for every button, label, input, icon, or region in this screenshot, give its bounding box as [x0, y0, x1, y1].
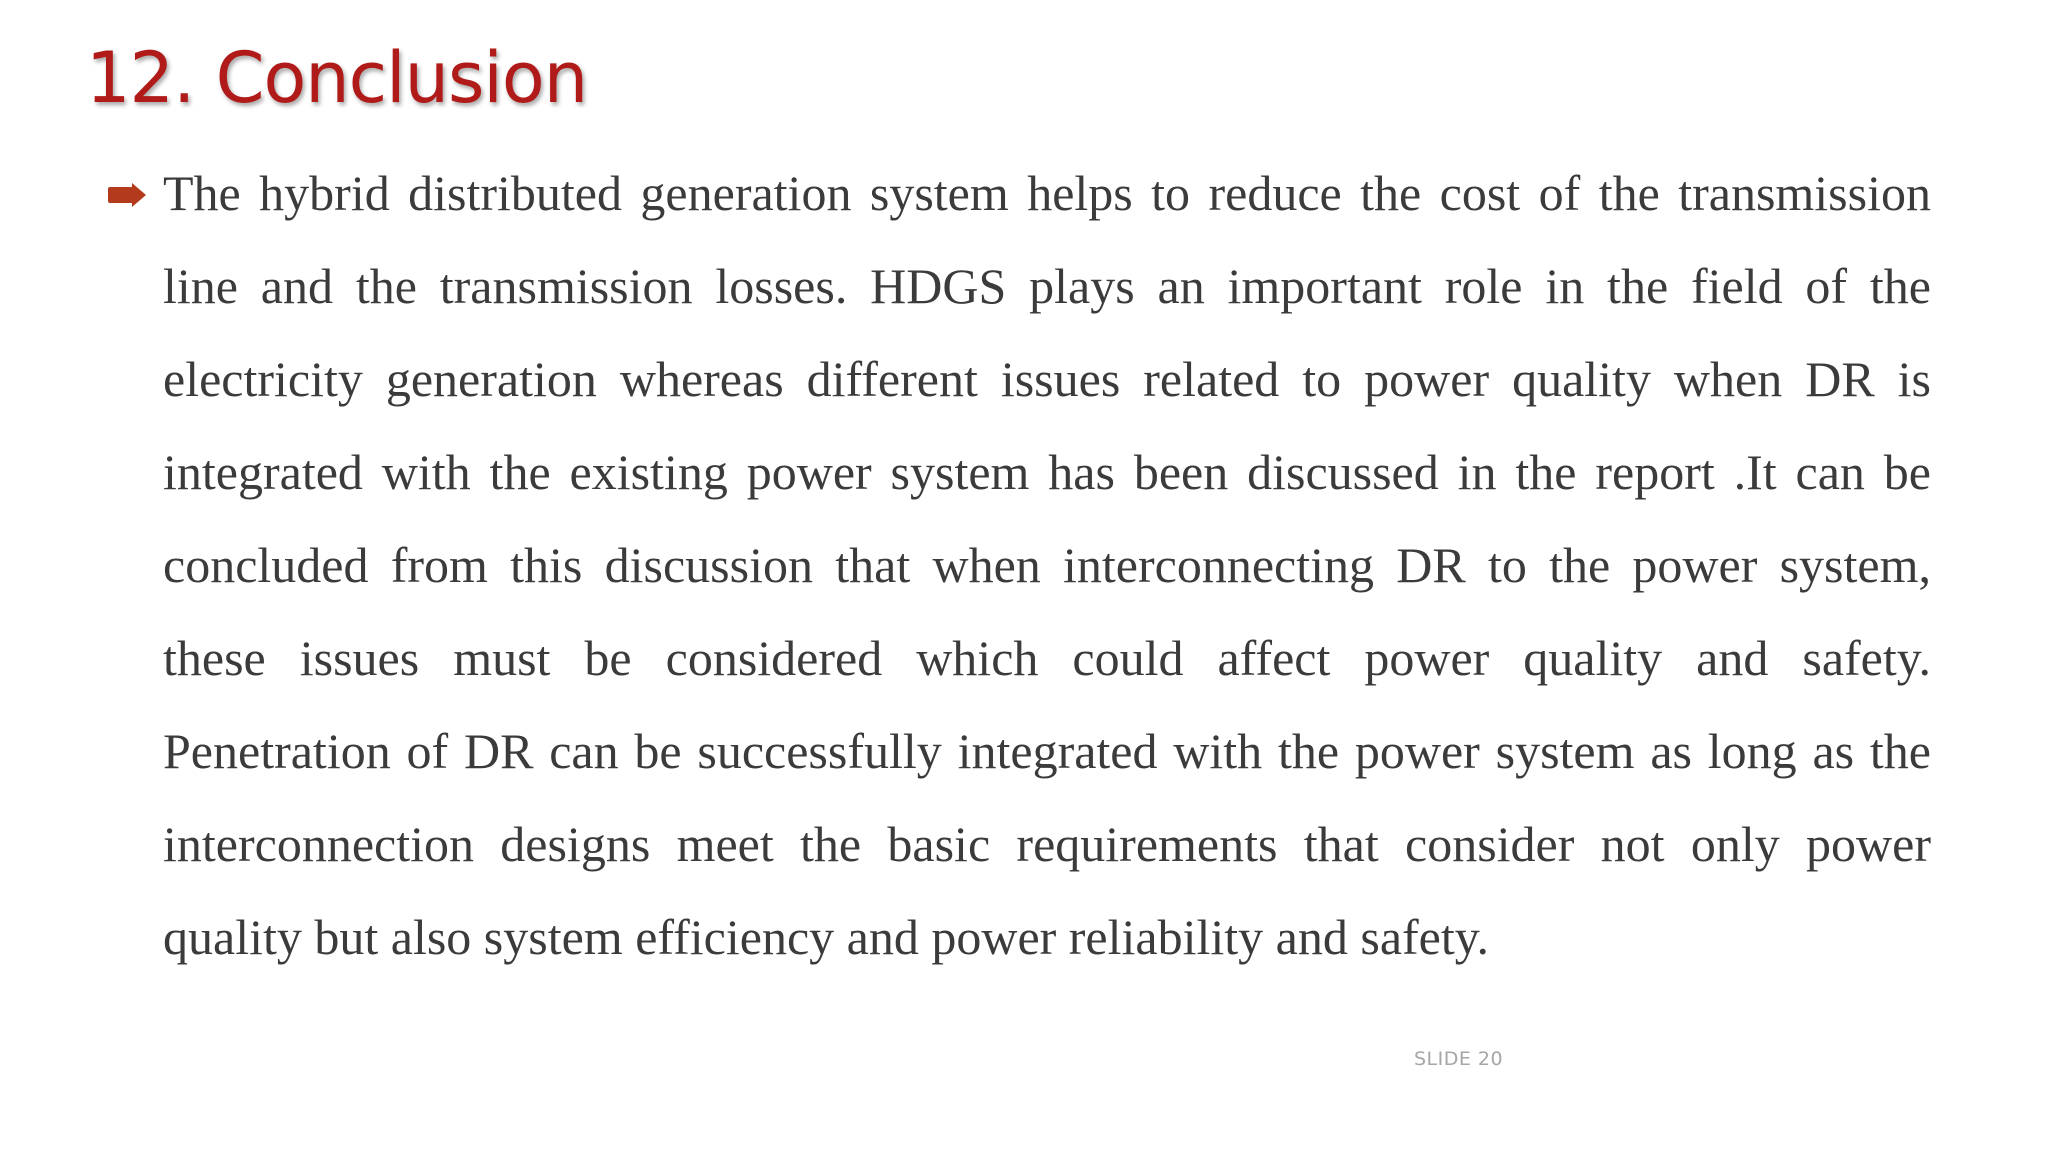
bullet-text: The hybrid distributed generation system helps to reduce the cost of the transmission line and the transmission losses. HDGS plays an important role in the field of the electricity generation whereas different issues related to power quality when DR is integrated with the existing power system has been discussed in the report .It can be concluded from this discussion that when interconnecting DR to the power system, these issues must be considered which could affect power quality and safety. Penetration of DR can be successfully integrated with the power system as long as the interconnection designs meet the basic requirements that consider not only power quality but also system efficiency and power reliability and safety.: [163, 165, 1931, 965]
slide-title: 12. Conclusion: [86, 37, 588, 119]
arrow-bullet-icon: [108, 182, 148, 208]
slide-number: SLIDE 20: [1414, 1048, 1504, 1070]
